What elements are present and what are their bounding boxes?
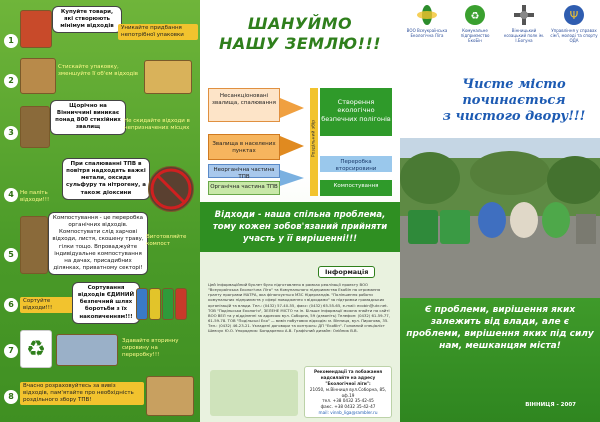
trident-logo-icon <box>563 4 585 26</box>
step-1 <box>4 6 196 52</box>
rec-address: 21050, м.Вінниця вул.Соборна, 85, оф.19 <box>309 386 387 398</box>
info-title: Інформація <box>318 266 375 278</box>
recycle-picture <box>20 330 52 368</box>
leaf-logo-icon <box>416 4 438 26</box>
right-title-line1: Чисте місто <box>462 77 566 92</box>
step-number: 3 <box>4 126 18 140</box>
step-bubble: При спалюванні ТПВ в повітря надходять важкі метали, оксиди сульфуру та нітрогену, а також діоксини <box>62 158 150 200</box>
flow-vertical-label: Роздільний збір <box>311 119 317 158</box>
recommendations-box <box>304 366 392 418</box>
prohibition-icon <box>149 167 193 211</box>
logo-cossack-regiment: Вінницький козацький полк ім. І.Богуна <box>502 4 546 43</box>
containers-yard-picture <box>400 138 600 298</box>
middle-title-line2: НАШУ ЗЕМЛЮ!!! <box>218 34 382 53</box>
shopping-bag-picture <box>20 10 52 48</box>
step-tag: Не скидайте відходи в непризначених місцях <box>124 118 190 131</box>
step-bubble: Купуйте товари, які створюють мінімум відходів <box>52 6 122 33</box>
containers-photo <box>400 138 600 298</box>
step-tag: Не паліть відходи!!! <box>20 190 50 203</box>
step-tag: Сортуйте відходи!!! <box>20 297 76 313</box>
step-tag: Стискайте упаковку, зменшуйте її об'єм відходів <box>58 64 139 77</box>
rec-phone: тел. +38 0432 35-42-45 <box>322 398 374 404</box>
middle-title-line1: ШАНУЙМО <box>247 14 353 33</box>
step-tag: Вчасно розраховуйтесь за вивіз відходів, пам'ятайте про необхідність роздільного збору ТПВ! <box>20 382 144 405</box>
logo-ecoleague: ВОО Всеукраїнська Екологічна Ліга <box>406 4 448 38</box>
right-title-line2: починається <box>462 93 566 108</box>
cross-logo-icon <box>513 4 535 26</box>
step-number: 4 <box>4 188 18 202</box>
rec-email[interactable]: mail: vinnb_liga@rambler.ru <box>318 410 378 416</box>
svg-text:♻: ♻ <box>470 11 480 22</box>
logo-youth-department: Ψ Управління у справах сім'ї, молоді та спорту ОДА <box>550 4 598 43</box>
step-number: 7 <box>4 344 18 358</box>
bin-green-picture <box>162 288 174 320</box>
step-bubble: Щорічно на Вінниччині виникає понад 800 стихійних звалищ <box>50 100 126 135</box>
dump-picture <box>20 106 50 148</box>
flow-box-safe-landfills: Створення екологічно безпечних полігонів <box>320 88 392 136</box>
right-slogan: Є проблеми, вирішення яких залежить від влади, але є проблеми, вирішення яких під силу нам, мешканцям міста! <box>406 305 594 352</box>
step-7 <box>4 326 196 370</box>
step-tag: Здавайте вторинну сировину на переробку!!! <box>122 338 179 358</box>
step-8 <box>4 374 196 418</box>
step-2 <box>4 56 196 96</box>
left-panel <box>0 0 200 422</box>
step-5 <box>4 212 196 278</box>
step-tag: Виготовляйте компост <box>146 234 187 247</box>
bin-blue-picture <box>136 288 148 320</box>
step-number: 1 <box>4 34 18 48</box>
svg-text:♻: ♻ <box>26 337 46 362</box>
ecobin-logo-icon <box>464 4 486 26</box>
flow-arrows-icon <box>280 88 310 198</box>
step-number: 5 <box>4 248 18 262</box>
flow-box-organic: Органічна частина ТПВ <box>208 181 280 195</box>
no-burning-picture <box>148 166 194 212</box>
step-6 <box>4 282 196 324</box>
flow-box-settlement-dumps: Звалища в населених пунктах <box>208 134 280 160</box>
flow-vertical-bar <box>310 88 318 196</box>
step-number: 2 <box>4 74 18 88</box>
right-title-line3: з чистого двору!!! <box>442 109 586 124</box>
flow-box-dumps: Несанкціоновані звалища, спалювання <box>208 88 280 122</box>
info-footer-block <box>210 370 298 416</box>
flow-box-composting: Компостування <box>320 180 392 196</box>
logo-ecobin: ♻ Комунальне підприємство ЕкоБін <box>454 4 496 43</box>
recycle-icon <box>21 331 51 367</box>
step-tag: Уникайте придбання непотрібної упаковки <box>118 24 198 40</box>
step-number: 8 <box>4 390 18 404</box>
step-4 <box>4 158 196 216</box>
compost-picture <box>20 216 48 274</box>
flow-box-inorganic: Неорганічна частина ТПВ <box>208 164 280 178</box>
step-number: 6 <box>4 298 18 312</box>
step-bubble: Сортування відходів ЄДИНИЙ безпечний шлях боротьби з їх накопиченням!!! <box>72 282 140 324</box>
info-text: Цей інформаційний буклет було підготовлено в рамках реалізації проекту ВОО "Всеукраїнська Екологічна Ліга" та Комунального підприємства Екобін на отримання гранту програми МАТРА, яка фінансується МЗС Нідерландів. "Поліпшення роботи комунальних підприємств у сфері поводження з відходами" за підтримки громадських організацій та влади. Тел.: (0432) 57-40-55, факс: (0432) 65-55-65, e-mail: ecobin@ukr.net. ТОВ "Подільська Екологія", ЗЕЛЕНЕ МІСТО та ін. Більше інформації можна знайти на сайті ВОО ВЕЛ та у відділенні за адресою вул. Соборна, 59 (дзвоніть) Телефон: (0432) 61-59-77, 61-59-78. ТОВ "Подільські Еко" — вивіз побутових відходів: м. Вінниця, вул. Пирогова, 35. Тел.: (0432) 46-23-21. Укладені договори та контроль: ДП "Екобін". Головний спеціаліст Шевчук Ю.О. Упорядник: Бондаренко А.В. Графічний дизайн: Олійник В.В. <box>208 282 390 334</box>
bin-yellow-picture <box>149 288 161 320</box>
packaging-picture <box>144 60 192 94</box>
flow-box-recycling: Переробка вторсировини <box>320 156 392 172</box>
compressed-packaging-picture <box>20 58 56 94</box>
payment-picture <box>146 376 194 416</box>
rec-fax: факс. +38 0432 35-42-47 <box>320 404 376 410</box>
middle-slogan: Відходи - наша спільна проблема, тому кожен зобов'язаний прийняти участь у її вирішенні!!! <box>212 210 388 244</box>
recyclables-picture <box>56 334 118 366</box>
step-bubble: Компостування - це переробка органічних відходів. Компостувати слід харчові відходи, листя, скошену траву, гілки тощо. Впроваджуйте індивідуальне компостування на дачах, присадибних ділянках, приватному секторі! <box>48 212 148 275</box>
bin-red-picture <box>175 288 187 320</box>
right-panel <box>400 0 600 422</box>
step-3 <box>4 100 196 154</box>
city-year: ВІННИЦЯ - 2007 <box>525 402 576 408</box>
svg-text:Ψ: Ψ <box>569 9 579 22</box>
rec-title: Рекомендації та побажання надсилайте на адресу "Екологічної ліги": <box>313 369 383 386</box>
middle-panel <box>200 0 400 422</box>
